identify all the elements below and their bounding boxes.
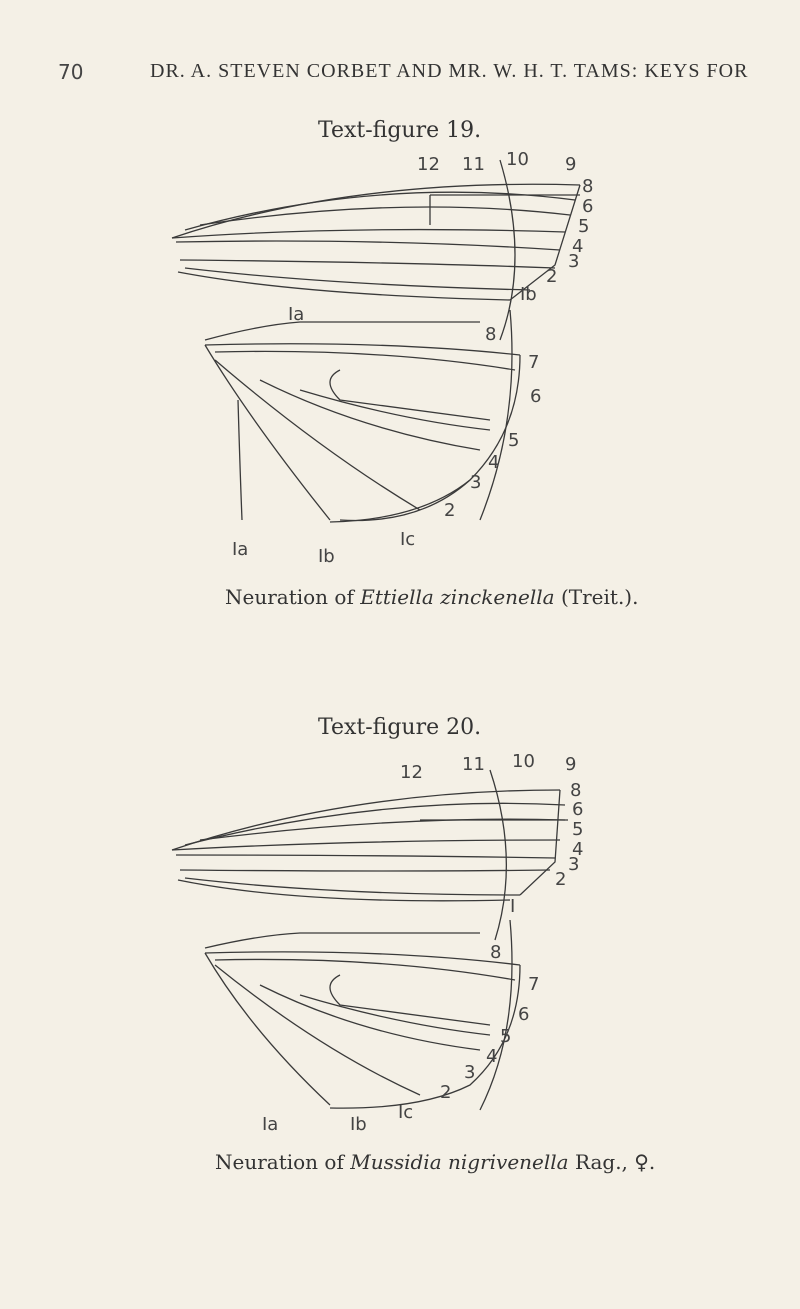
fig19-label-10: 10	[506, 149, 529, 170]
fig20-label-hind-Ic: Ic	[398, 1102, 414, 1123]
page-number: 70	[58, 60, 84, 84]
fig20-label-9: 9	[565, 754, 577, 775]
fig20-label-hind-Ib: Ib	[350, 1114, 367, 1135]
fig20-label-hind-Ia: Ia	[262, 1114, 279, 1135]
fig20-label-12: 12	[400, 762, 423, 783]
fig20-label-I: I	[510, 896, 516, 917]
running-header: DR. A. STEVEN CORBET AND MR. W. H. T. TAMS: KEYS FOR	[150, 60, 749, 82]
fig19-label-11: 11	[462, 154, 485, 175]
figure-19-caption-prefix: Neuration of	[225, 585, 361, 609]
figure-20-forewing	[172, 770, 568, 940]
figure-19-title: Text-figure 19.	[318, 118, 482, 143]
fig20-label-hind-6: 6	[518, 1004, 530, 1025]
fig20-label-10: 10	[512, 751, 535, 772]
figure-20-caption-prefix: Neuration of	[215, 1150, 351, 1174]
fig19-label-hind-Ia: Ia	[232, 539, 249, 560]
fig19-label-3: 3	[568, 251, 580, 272]
fig19-label-Ia-fore: Ia	[288, 304, 305, 325]
figure-19-forewing	[172, 160, 580, 340]
fig19-label-8: 8	[582, 176, 594, 197]
figure-19-caption-species: Ettiella zinckenella	[360, 585, 555, 609]
figure-19-caption-suffix: (Treit.).	[554, 585, 639, 609]
fig19-label-hind-2: 2	[444, 500, 456, 521]
fig19-label-hind-4: 4	[488, 452, 500, 473]
figure-20-caption-species: Mussidia nigrivenella	[350, 1150, 569, 1174]
fig20-label-11: 11	[462, 754, 485, 775]
figure-20-wing-diagram	[0, 650, 800, 1210]
fig20-label-hind-4: 4	[486, 1046, 498, 1067]
fig20-label-hind-7: 7	[528, 974, 540, 995]
fig20-label-hind-5: 5	[500, 1026, 512, 1047]
fig19-label-hind-8: 8	[485, 324, 497, 345]
fig20-label-5: 5	[572, 819, 584, 840]
fig20-label-3: 3	[568, 854, 580, 875]
fig19-label-hind-Ib: Ib	[318, 546, 335, 567]
figure-20-caption-suffix: Rag., ♀.	[568, 1150, 656, 1174]
fig20-label-6: 6	[572, 799, 584, 820]
fig20-label-hind-2: 2	[440, 1082, 452, 1103]
fig19-label-6: 6	[582, 196, 594, 217]
fig19-label-Ib-fore: Ib	[520, 284, 537, 305]
fig19-label-12: 12	[417, 154, 440, 175]
fig19-label-hind-6: 6	[530, 386, 542, 407]
fig20-label-hind-8: 8	[490, 942, 502, 963]
fig19-label-hind-3: 3	[470, 472, 482, 493]
fig19-label-4: 4	[572, 236, 584, 257]
fig19-label-hind-7: 7	[528, 352, 540, 373]
fig20-label-2: 2	[555, 869, 567, 890]
figure-19-wing-diagram	[0, 0, 800, 650]
fig20-label-hind-3: 3	[464, 1062, 476, 1083]
fig19-label-2: 2	[546, 266, 558, 287]
fig19-label-hind-Ic: Ic	[400, 529, 416, 550]
fig19-label-hind-5: 5	[508, 430, 520, 451]
fig20-label-4: 4	[572, 839, 584, 860]
figure-19-caption	[225, 585, 638, 609]
fig19-label-9: 9	[565, 154, 577, 175]
figure-20-caption	[215, 1150, 655, 1174]
fig20-label-8: 8	[570, 780, 582, 801]
figure-20-title: Text-figure 20.	[318, 715, 482, 740]
fig19-label-5: 5	[578, 216, 590, 237]
